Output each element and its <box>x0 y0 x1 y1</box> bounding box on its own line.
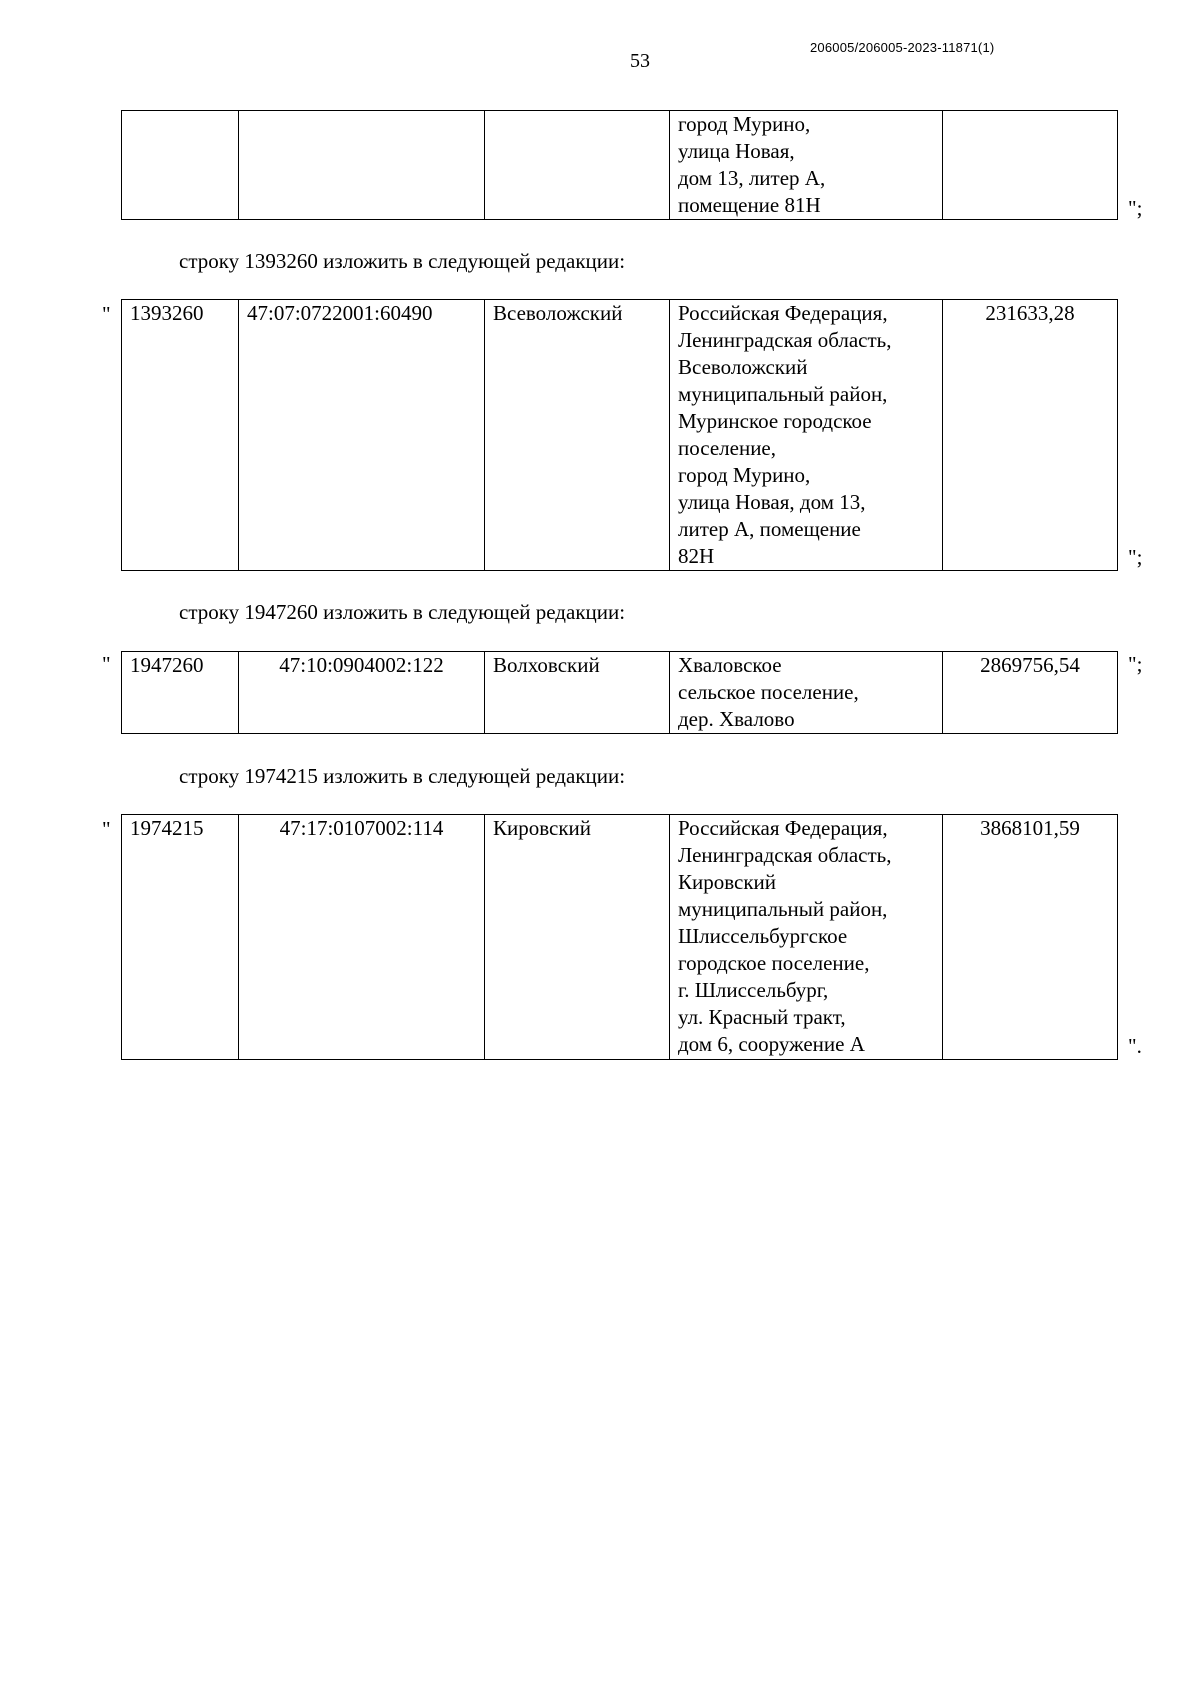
table-row-1393260 <box>121 299 1118 571</box>
address-line: Шлиссельбургское <box>678 924 848 948</box>
document-id: 206005/206005-2023-11871(1) <box>810 40 995 55</box>
cell-cadastral: 47:10:0904002:122 <box>239 652 485 734</box>
address-line: поселение, <box>678 436 777 460</box>
cell-address <box>670 111 943 220</box>
address-line: Российская Федерация, <box>678 301 888 325</box>
cell-address <box>670 815 943 1060</box>
address-line: 82Н <box>678 544 715 568</box>
opening-quote: " <box>102 817 111 841</box>
amendment-paragraph: строку 1947260 изложить в следующей редакции: <box>179 600 626 624</box>
cell-district: Волховский <box>485 652 670 734</box>
address-line: Хваловское <box>678 653 782 677</box>
cell-value: 231633,28 <box>943 300 1118 571</box>
address-line: город Мурино, <box>678 112 811 136</box>
table-row <box>122 300 1118 571</box>
address-line: г. Шлиссельбург, <box>678 978 829 1002</box>
address-line: Ленинградская область, <box>678 328 892 352</box>
cell-cadastral: 47:17:0107002:114 <box>239 815 485 1060</box>
closing-quote: "; <box>1128 652 1143 676</box>
cell-district: Всеволожский <box>485 300 670 571</box>
cell-number <box>122 111 239 220</box>
page-number: 53 <box>630 50 650 72</box>
opening-quote: " <box>102 302 111 326</box>
amendment-paragraph: строку 1974215 изложить в следующей редакции: <box>179 764 626 788</box>
cell-number: 1947260 <box>122 652 239 734</box>
cell-address <box>670 300 943 571</box>
cell-cadastral: 47:07:0722001:60490 <box>239 300 485 571</box>
address-line: улица Новая, дом 13, <box>678 490 866 514</box>
table-row <box>122 815 1118 1060</box>
cell-value <box>943 111 1118 220</box>
closing-quote: ". <box>1128 1034 1142 1058</box>
amendment-paragraph: строку 1393260 изложить в следующей редакции: <box>179 249 626 273</box>
opening-quote: " <box>102 652 111 676</box>
table-row-1947260 <box>121 651 1118 734</box>
address-line: дом 6, сооружение А <box>678 1032 865 1056</box>
cell-district: Кировский <box>485 815 670 1060</box>
address-line: дер. Хвалово <box>678 707 795 731</box>
table-row <box>122 111 1118 220</box>
address-line: ул. Красный тракт, <box>678 1005 846 1029</box>
address-line: муниципальный район, <box>678 897 888 921</box>
cell-address <box>670 652 943 734</box>
cell-district <box>485 111 670 220</box>
address-line: Ленинградская область, <box>678 843 892 867</box>
cell-value: 2869756,54 <box>943 652 1118 734</box>
table-row <box>122 652 1118 734</box>
address-line: Муринское городское <box>678 409 872 433</box>
address-line: город Мурино, <box>678 463 811 487</box>
address-line: улица Новая, <box>678 139 795 163</box>
closing-quote: "; <box>1128 196 1143 220</box>
address-line: сельское поселение, <box>678 680 859 704</box>
address-line: Российская Федерация, <box>678 816 888 840</box>
address-line: городское поселение, <box>678 951 870 975</box>
address-line: Кировский <box>678 870 777 894</box>
cell-number: 1393260 <box>122 300 239 571</box>
address-line: помещение 81Н <box>678 193 821 217</box>
address-line: дом 13, литер А, <box>678 166 826 190</box>
cell-value: 3868101,59 <box>943 815 1118 1060</box>
table-continuation <box>121 110 1118 220</box>
cell-number: 1974215 <box>122 815 239 1060</box>
address-line: муниципальный район, <box>678 382 888 406</box>
closing-quote: "; <box>1128 545 1143 569</box>
address-line: литер А, помещение <box>678 517 861 541</box>
table-row-1974215 <box>121 814 1118 1060</box>
cell-cadastral <box>239 111 485 220</box>
address-line: Всеволожский <box>678 355 808 379</box>
